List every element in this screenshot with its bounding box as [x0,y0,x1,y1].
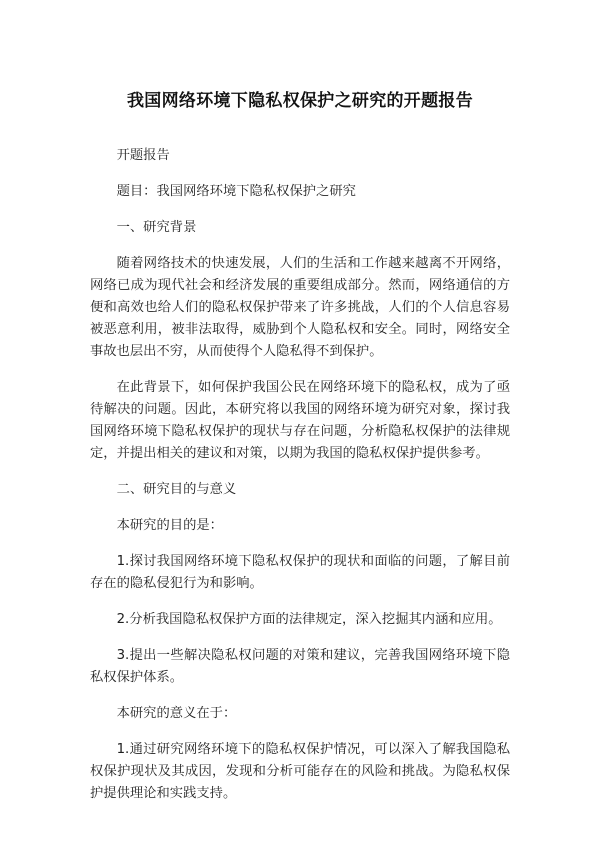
purpose-intro: 本研究的目的是： [116,518,223,533]
purpose-item-1: 1.探讨我国网络环境下隐私权保护的现状和面临的问题，了解目前存在的隐私侵犯行为和影响。 [90,554,510,591]
document-title: 我国网络环境下隐私权保护之研究的开题报告 [127,91,473,111]
section-heading-background: 一、研究背景 [116,220,197,235]
section-label-report: 开题报告 [116,148,170,163]
background-paragraph-2: 在此背景下，如何保护我国公民在网络环境下的隐私权，成为了亟待解决的问题。因此，本研究将以我国的网络环境为研究对象，探讨我国网络环境下隐私权保护的现状与存在问题，分析隐私权保护的法律规定，并提出相关的建议和对策，以期为我国的隐私权保护提供参考。 [90,380,510,461]
purpose-item-3: 3.提出一些解决隐私权问题的对策和建议，完善我国网络环境下隐私权保护体系。 [90,648,510,685]
section-heading-purpose: 二、研究目的与意义 [116,482,237,497]
background-paragraph-1: 随着网络技术的快速发展，人们的生活和工作越来越离不开网络，网络已成为现代社会和经济发展的重要组成部分。然而，网络通信的方便和高效也给人们的隐私权保护带来了许多挑战，人们的个人信息容易被恶意利用，被非法取得，威胁到个人隐私权和安全。同时，网络安全事故也层出不穷，从而使得个人隐私得不到保护。 [90,256,510,359]
significance-item-1: 1.通过研究网络环境下的隐私权保护情况，可以深入了解我国隐私权保护现状及其成因，发现和分析可能存在的风险和挑战。为隐私权保护提供理论和实践支持。 [90,742,510,801]
topic-line: 题目：我国网络环境下隐私权保护之研究 [116,184,356,199]
purpose-item-2: 2.分析我国隐私权保护方面的法律规定，深入挖掘其内涵和应用。 [116,612,502,627]
significance-intro: 本研究的意义在于： [116,706,237,721]
